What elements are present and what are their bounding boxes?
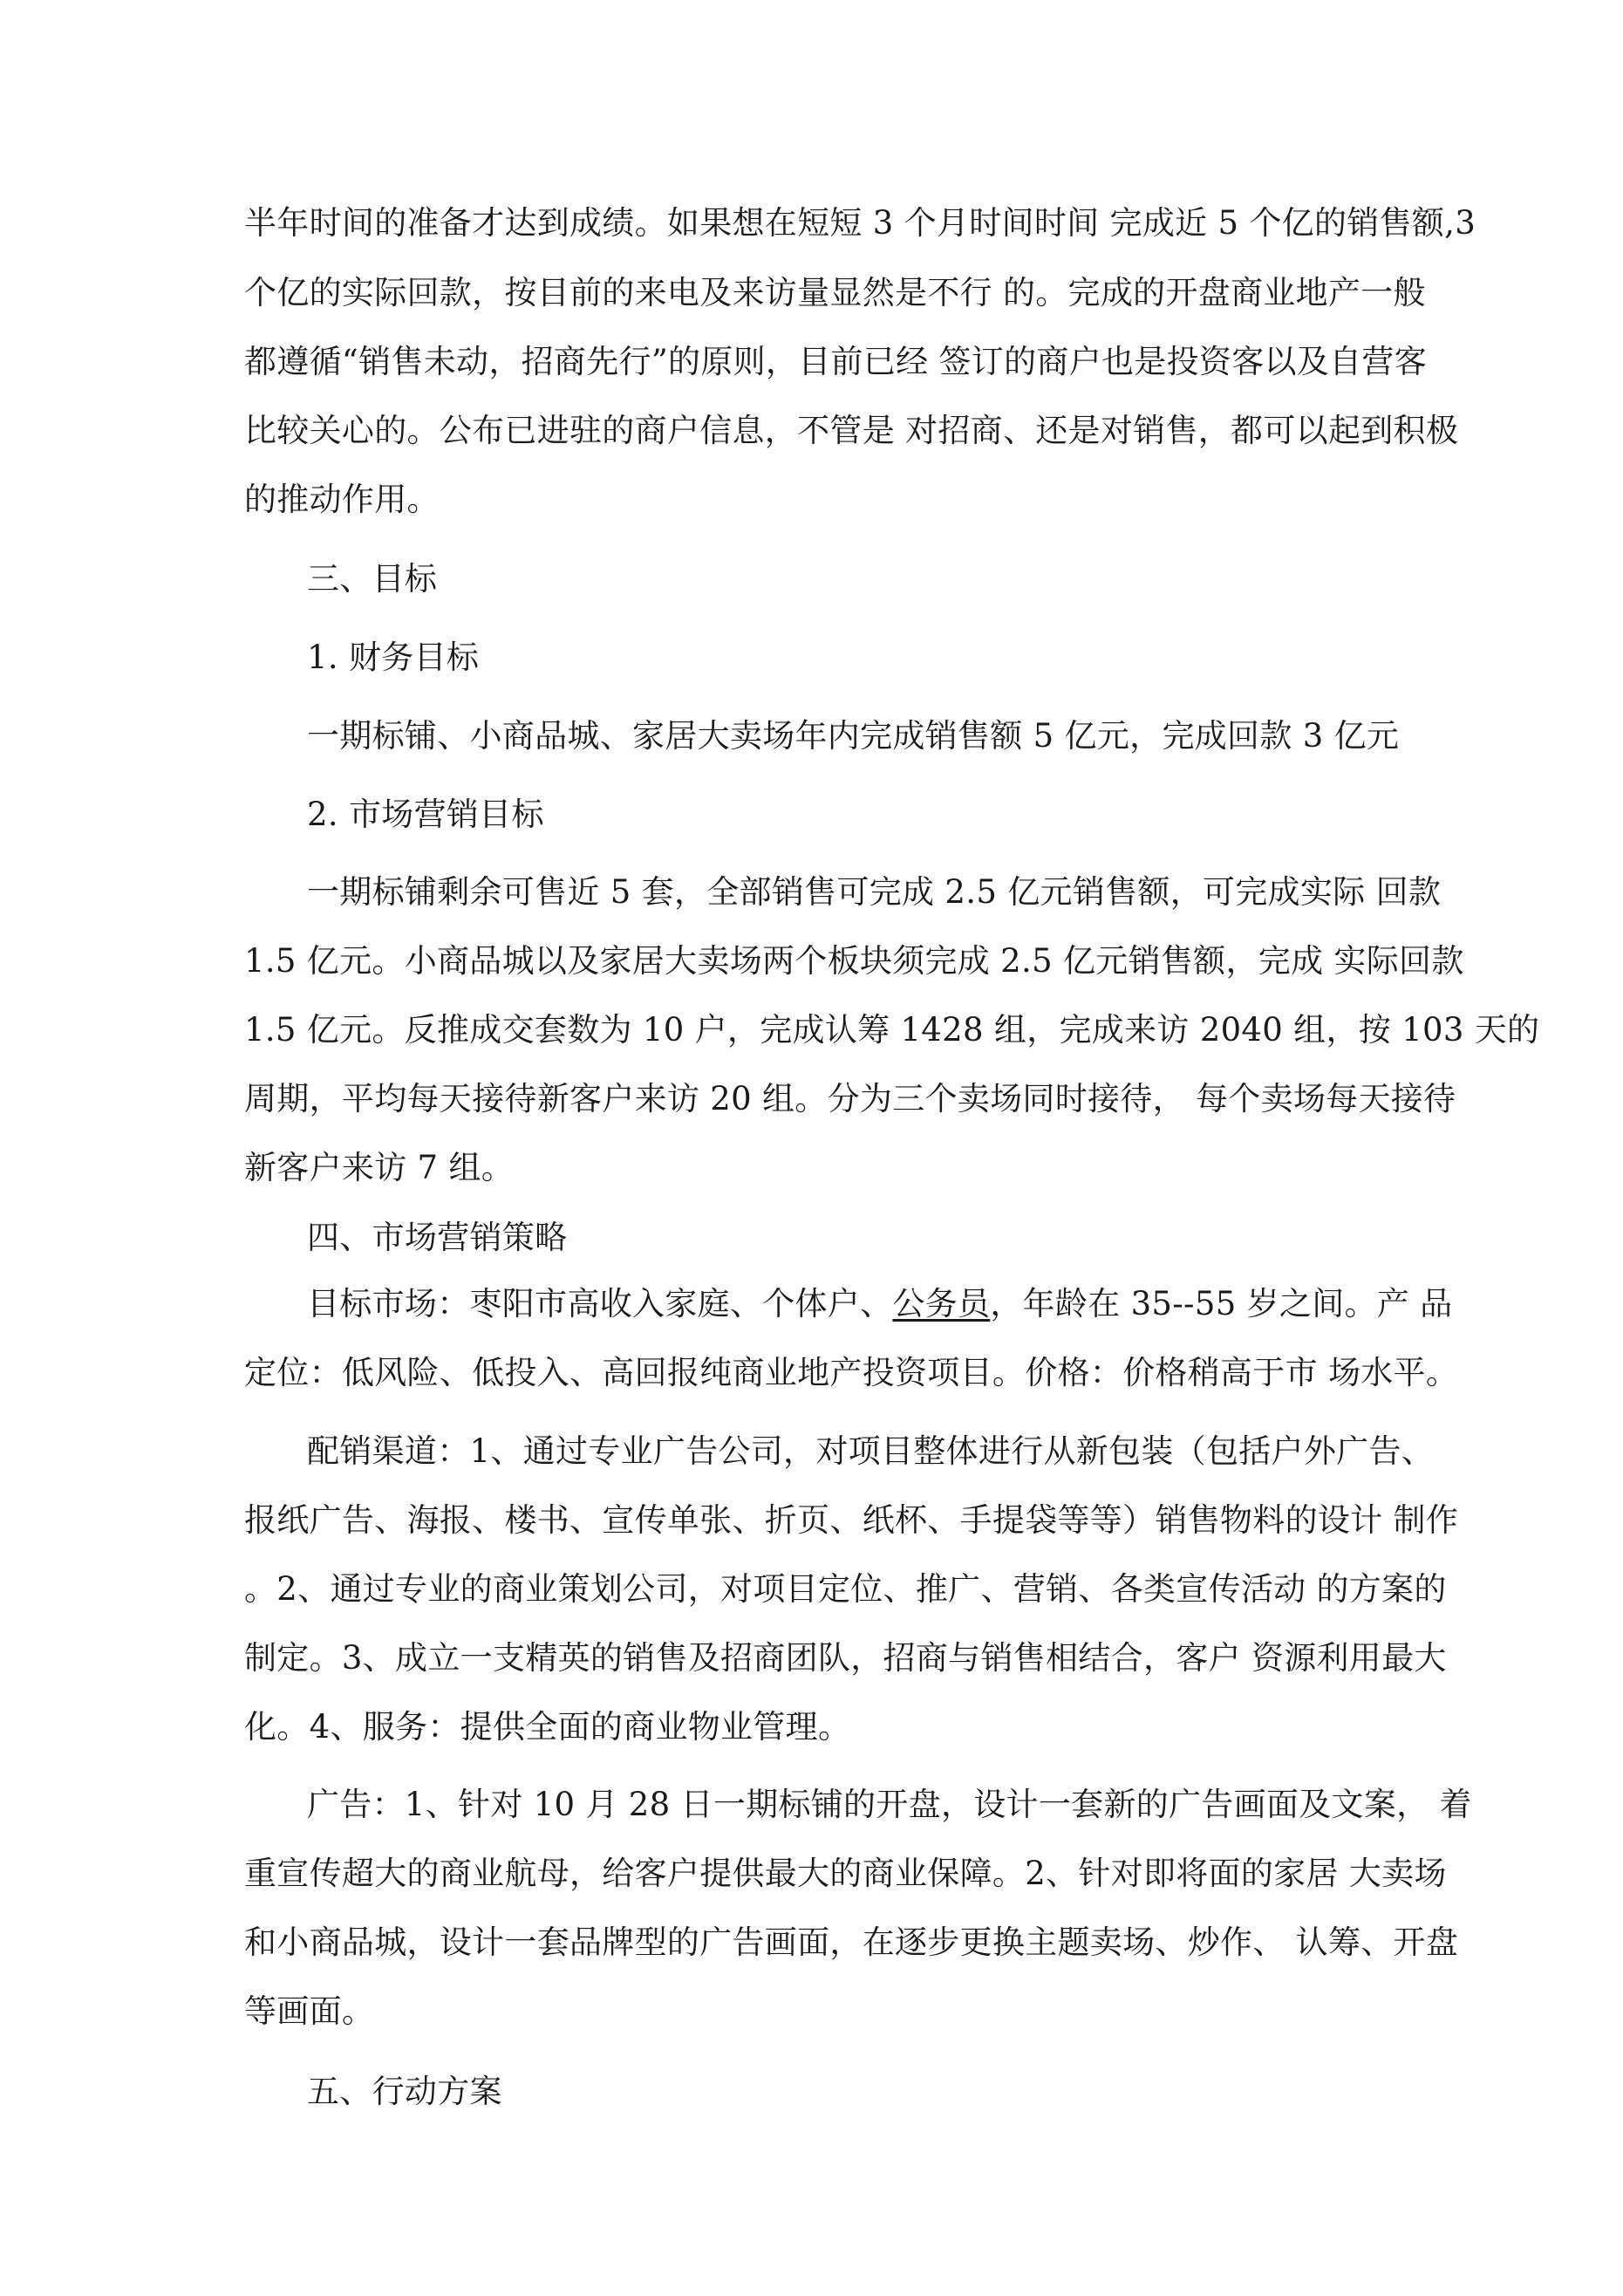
channel-line-2: 报纸广告、海报、楼书、宣传单张、折页、纸杯、手提袋等等）销售物料的设计 制作 [244,1501,1459,1539]
financial-goals-text: 一期标铺、小商品城、家居大卖场年内完成销售额 5 亿元，完成回款 3 亿元 [307,717,1400,755]
civil-servant-link[interactable]: 公务员 [892,1285,991,1322]
section-heading-strategy: 四、市场营销策略 [307,1219,568,1256]
section-heading-action-plan: 五、行动方案 [307,2073,502,2110]
ad-line-3: 和小商品城，设计一套品牌型的广告画面，在逐步更换主题卖场、炒作、 认筹、开盘 [244,1924,1459,1961]
section-heading-goals: 三、目标 [307,560,438,598]
marketing-goals-line-2: 1.5 亿元。小商品城以及家居大卖场两个板块须完成 2.5 亿元销售额，完成 实际回款 [244,942,1464,980]
channel-line-1: 配销渠道：1、通过专业广告公司，对项目整体进行从新包装（包括户外广告、 [307,1432,1435,1470]
channel-line-4: 制定。3、成立一支精英的销售及招商团队，招商与销售相结合，客户 资源利用最大 [244,1639,1447,1677]
intro-line-5: 的推动作用。 [244,481,440,518]
intro-line-1: 半年时间的准备才达到成绩。如果想在短短 3 个月时间时间 完成近 5 个亿的销售额,3 [244,204,1476,242]
marketing-goals-line-1: 一期标铺剩余可售近 5 套，全部销售可完成 2.5 亿元销售额，可完成实际 回款 [307,873,1442,911]
marketing-goals-line-5: 新客户来访 7 组。 [244,1149,515,1186]
target-market-text-b: ，年龄在 35--55 岁之间。产 品 [990,1285,1453,1322]
channel-line-5: 化。4、服务：提供全面的商业物业管理。 [244,1708,851,1746]
ad-line-4: 等画面。 [244,1992,375,2030]
marketing-goals-line-3: 1.5 亿元。反推成交套数为 10 户，完成认筹 1428 组，完成来访 2040 组，按 103 天的 [244,1011,1540,1049]
intro-line-2: 个亿的实际回款，按目前的来电及来访量显然是不行 的。完成的开盘商业地产一般 [244,274,1426,311]
ad-line-2: 重宣传超大的商业航母，给客户提供最大的商业保障。2、针对即将面的家居 大卖场 [244,1855,1447,1892]
ad-line-1: 广告：1、针对 10 月 28 日一期标铺的开盘，设计一套新的广告画面及文案， 着 [307,1786,1472,1823]
subheading-financial-goals: 1. 财务目标 [307,639,480,676]
target-market-text-a: 目标市场：枣阳市高收入家庭、个体户、 [307,1285,893,1322]
target-market-line-1 [307,1281,1453,1327]
target-market-line-2: 定位：低风险、低投入、高回报纯商业地产投资项目。价格：价格稍高于市 场水平。 [244,1354,1459,1391]
intro-line-4: 比较关心的。公布已进驻的商户信息，不管是 对招商、还是对销售，都可以起到积极 [244,412,1459,449]
intro-line-3: 都遵循“销售未动，招商先行”的原则，目前已经 签订的商户也是投资客以及自营客 [244,343,1427,380]
subheading-marketing-goals: 2. 市场营销目标 [307,796,544,833]
channel-line-3: 。2、通过专业的商业策划公司，对项目定位、推广、营销、各类宣传活动 的方案的 [244,1570,1447,1608]
marketing-goals-line-4: 周期，平均每天接待新客户来访 20 组。分为三个卖场同时接待， 每个卖场每天接待 [244,1080,1456,1117]
